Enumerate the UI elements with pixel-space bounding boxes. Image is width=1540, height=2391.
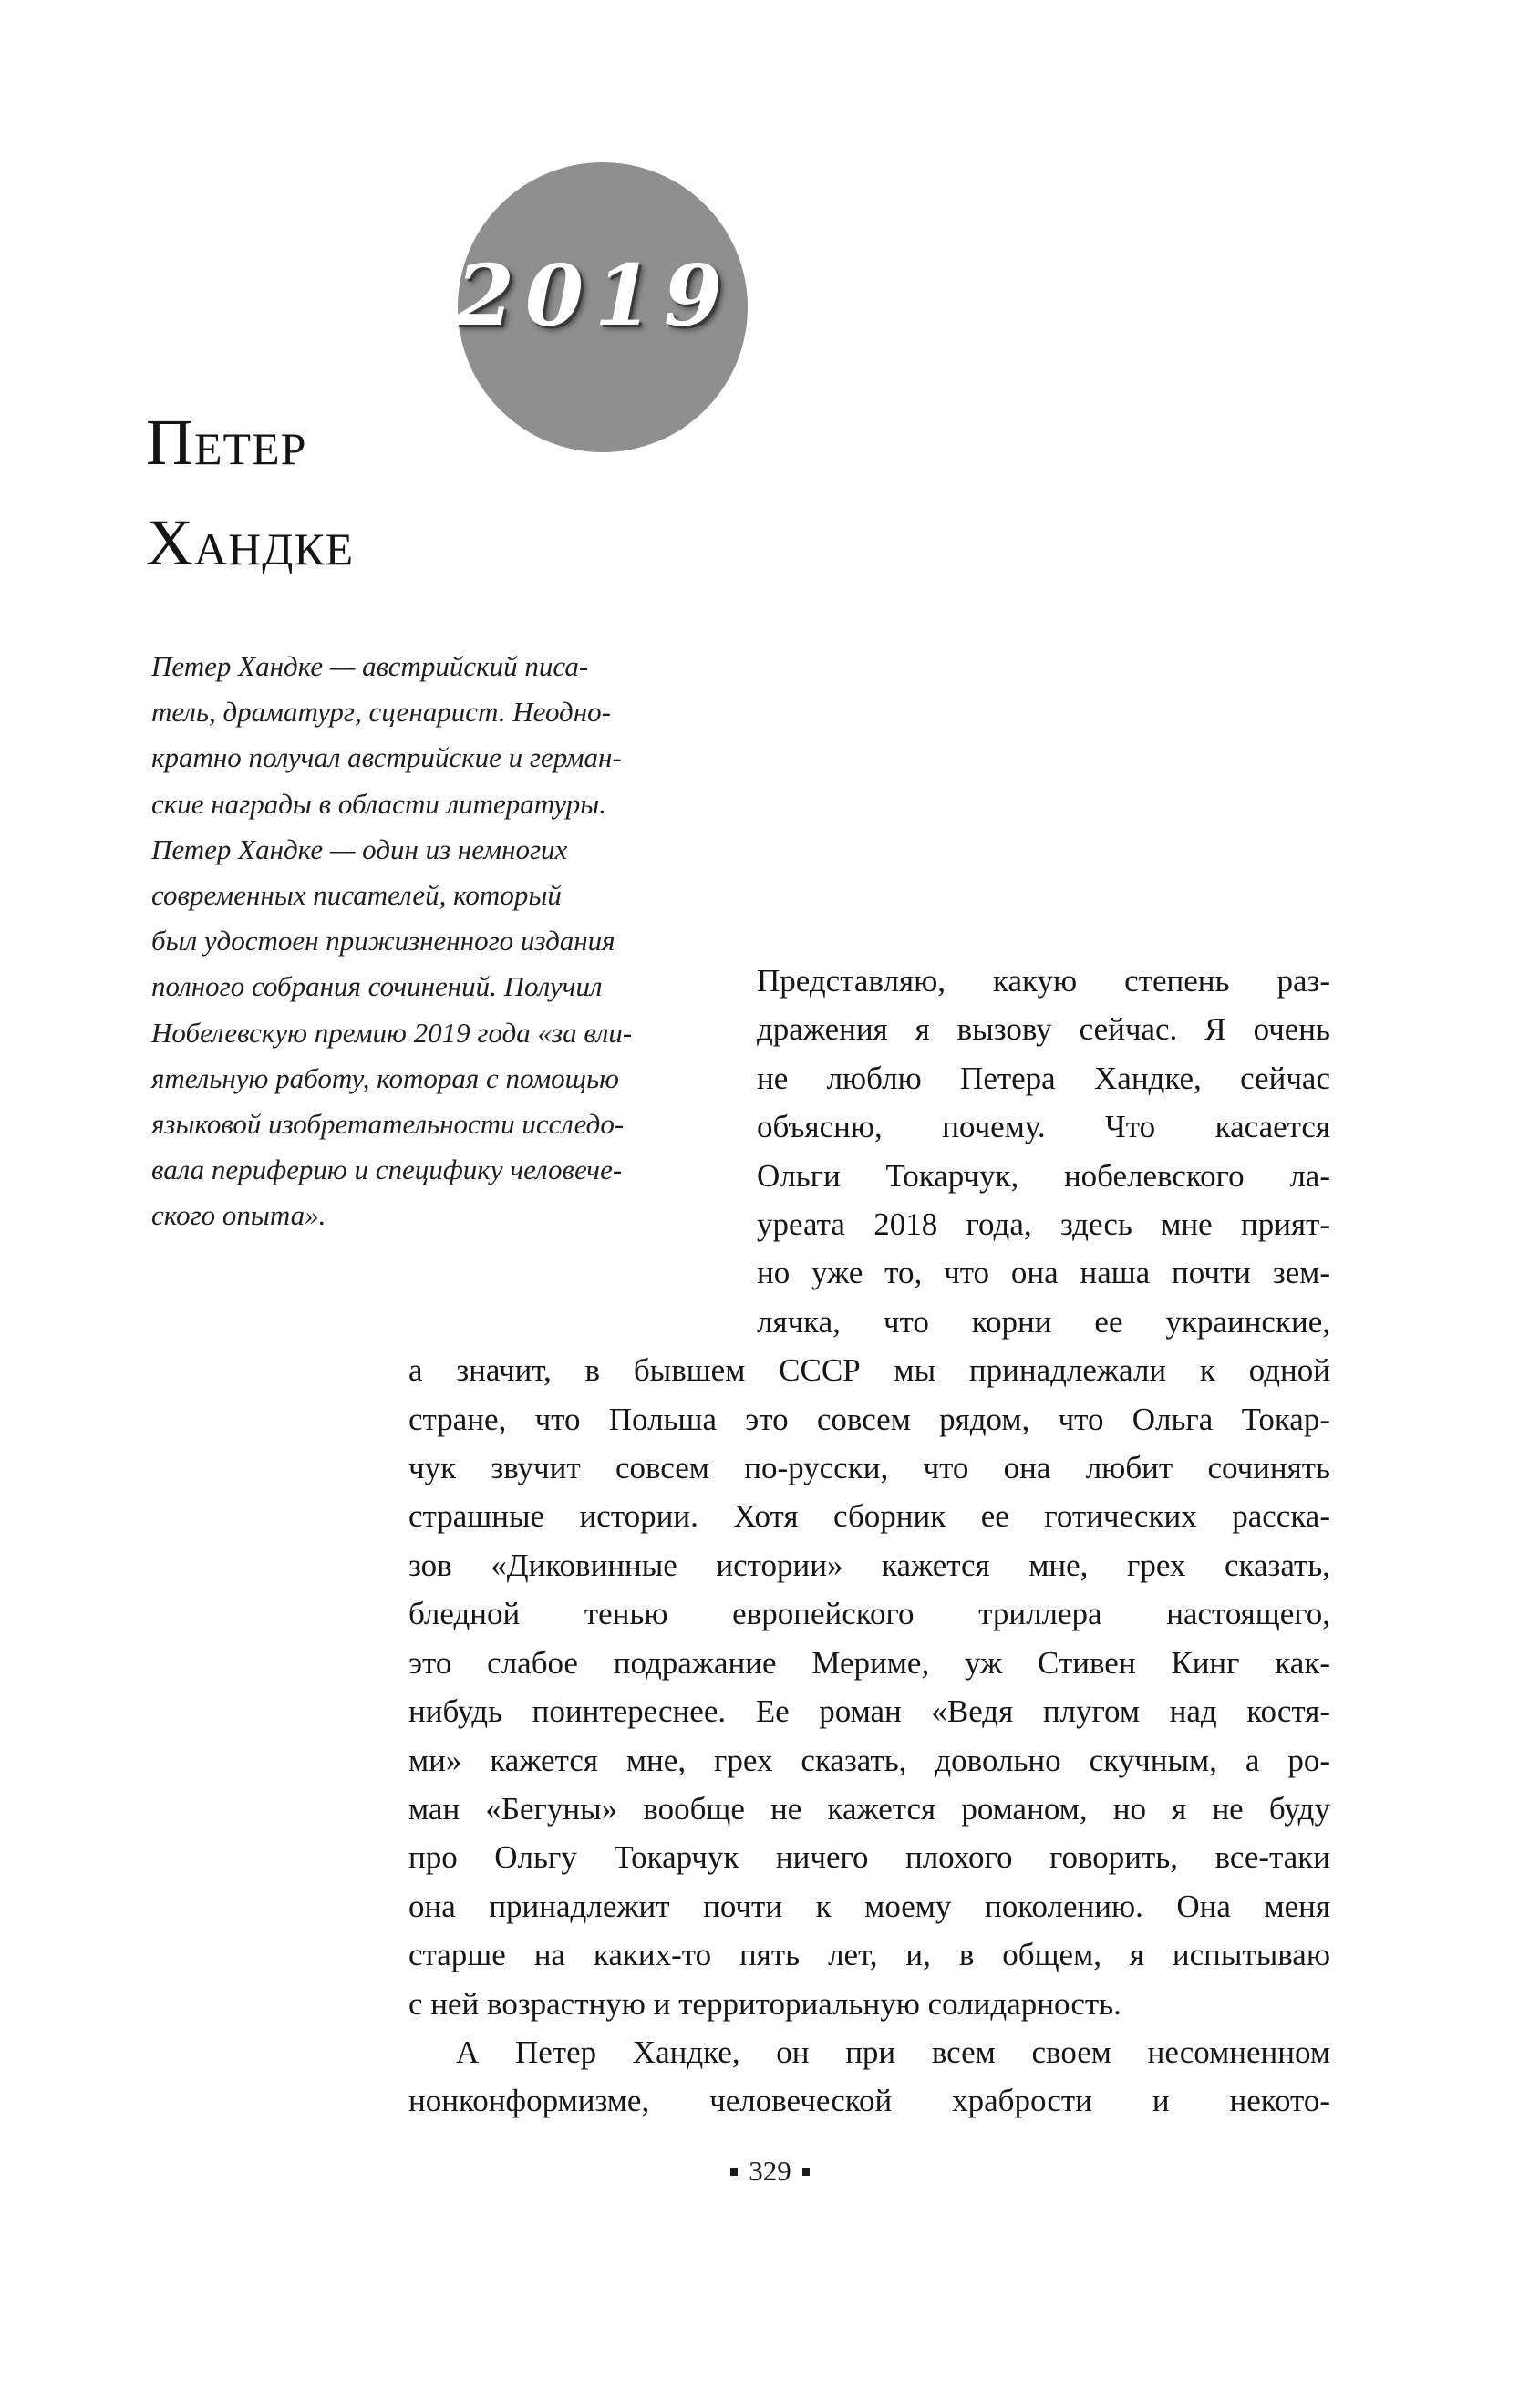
text-line: про Ольгу Токарчук ничего плохого говорить, все-таки [408, 1839, 1330, 1876]
text-line: ман «Бегуны» вообще не кажется романом, но я не буду [408, 1790, 1330, 1827]
bio-line: Петер Хандке — австрийский писа- [151, 650, 589, 682]
text-line: А Петер Хандке, он при всем своем несомненном [456, 2034, 1330, 2070]
text-line: она принадлежит почти к моему поколению. Она меня [408, 1888, 1330, 1924]
text-line: ми» кажется мне, грех сказать, довольно скучным, а ро- [408, 1742, 1330, 1778]
text-line: зов «Диковинные истории» кажется мне, грех сказать, [408, 1547, 1330, 1583]
bio-line: Петер Хандке — один из немногих [151, 833, 568, 865]
author-name [146, 392, 354, 593]
text-line: старше на каких-то пять лет, и, в общем, я испытываю [408, 1937, 1330, 1973]
text-line: а значит, в бывшем СССР мы принадлежали к одной [408, 1352, 1330, 1389]
bio-line: был удостоен прижизненного издания [151, 925, 615, 957]
bio-line: ские награды в области литературы. [151, 787, 606, 820]
bio-line: полного собрания сочинений. Получил [151, 970, 603, 1003]
text-line: объясню, почему. Что касается [757, 1109, 1330, 1145]
author-name-line: Хандке [146, 506, 355, 579]
text-line: не люблю Петера Хандке, сейчас [757, 1060, 1330, 1096]
text-line: дражения я вызову сейчас. Я очень [757, 1011, 1330, 1048]
bio-line: языковой изобретательности исследо- [151, 1108, 625, 1141]
bio-line: тель, драматург, сценарист. Неодно- [151, 696, 611, 729]
text-line: страшные истории. Хотя сборник ее готических расска- [408, 1498, 1330, 1535]
bio-line: ского опыта». [151, 1199, 326, 1232]
text-line: это слабое подражание Мериме, уж Стивен Кинг как- [408, 1644, 1330, 1681]
text-line: Представляю, какую степень раз- [757, 963, 1330, 999]
square-bullet-icon [730, 2168, 738, 2176]
page-number [0, 2155, 1540, 2188]
bio-line: Нобелевскую премию 2019 года «за вли- [151, 1016, 633, 1049]
text-line: чук звучит совсем по-русски, что она любит сочинять [408, 1450, 1330, 1486]
bio-line: вала периферию и специфику человече- [151, 1154, 623, 1186]
text-line: нибудь поинтереснее. Ее роман «Ведя плугом над костя- [408, 1693, 1330, 1730]
bio-line: современных писателей, который [151, 879, 562, 912]
text-line: но уже то, что она наша почти зем- [757, 1255, 1330, 1291]
text-line: стране, что Польша это совсем рядом, что Ольга Токар- [408, 1401, 1330, 1437]
text-line: с ней возрастную и территориальную солидарность. [408, 1985, 1121, 2022]
square-bullet-icon [802, 2168, 810, 2176]
bio-line: ятельную работу, которая с помощью [151, 1061, 620, 1094]
text-line: Ольги Токарчук, нобелевского ла- [757, 1157, 1330, 1194]
bio-line: кратно получал австрийские и герман- [151, 741, 622, 774]
author-name-line: Петер [146, 406, 307, 479]
text-line: уреата 2018 года, здесь мне прият- [757, 1206, 1330, 1243]
text-line: бледной тенью европейского триллера настоящего, [408, 1596, 1330, 1632]
text-line: нонконформизме, человеческой храбрости и некото- [408, 2083, 1330, 2119]
year-label: 2019 [456, 246, 734, 345]
body-text [0, 957, 1540, 2126]
page-number-value: 329 [749, 2155, 791, 2187]
text-line: лячка, что корни ее украинские, [757, 1303, 1330, 1340]
